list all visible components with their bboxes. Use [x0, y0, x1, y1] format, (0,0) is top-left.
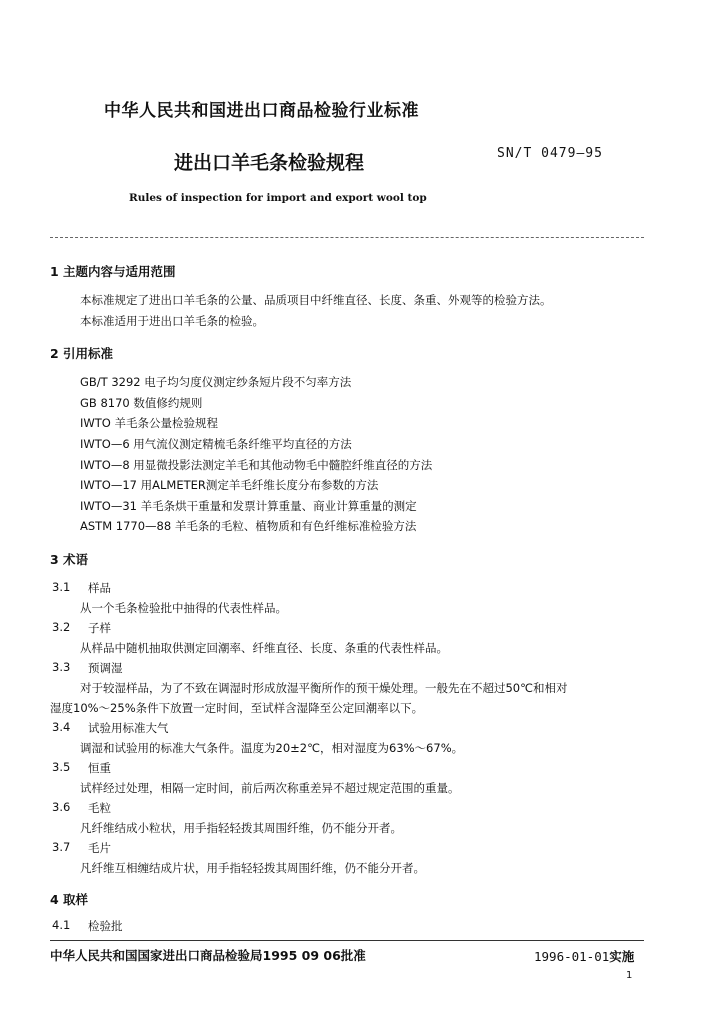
effective-statement — [534, 946, 634, 965]
paragraph: 本标准适用于进出口羊毛条的检验。 — [80, 314, 264, 328]
reference-item: IWTO—8 用显微投影法测定羊毛和其他动物毛中髓腔纤维直径的方法 — [80, 458, 433, 472]
reference-item: IWTO—17 用ALMETER测定羊毛纤维长度分布参数的方法 — [80, 478, 379, 492]
section-heading-3: 3 术语 — [50, 552, 89, 567]
term-title: 毛粒 — [88, 801, 111, 815]
section-heading-2: 2 引用标准 — [50, 346, 114, 361]
approval-statement: 中华人民共和国国家进出口商品检验局1995 09 06批准 — [50, 948, 366, 963]
subsection-number: 4.1 — [52, 918, 71, 932]
term-number: 3.6 — [52, 800, 71, 814]
effective-label: 实施 — [609, 949, 635, 964]
term-definition: 凡纤维互相缠结成片状，用手指轻轻拨其周围纤维，仍不能分开者。 — [80, 861, 425, 875]
document-title: 进出口羊毛条检验规程 — [174, 152, 365, 174]
reference-item: IWTO—6 用气流仪测定精梳毛条纤维平均直径的方法 — [80, 437, 352, 451]
effective-date: 1996-01-01 — [534, 949, 610, 964]
header-rule — [50, 237, 644, 238]
term-number: 3.7 — [52, 840, 71, 854]
term-title: 样品 — [88, 581, 111, 595]
term-title: 恒重 — [88, 761, 111, 775]
reference-item: IWTO 羊毛条公量检验规程 — [80, 416, 218, 430]
english-title: Rules of inspection for import and export wool top — [129, 192, 427, 204]
reference-item: GB 8170 数值修约规则 — [80, 396, 203, 410]
standard-number: SN/T 0479—95 — [497, 146, 603, 161]
term-definition: 调湿和试验用的标准大气条件。温度为20±2℃，相对湿度为63%～67%。 — [80, 741, 464, 755]
footer-rule — [50, 940, 644, 941]
term-number: 3.4 — [52, 720, 71, 734]
term-number: 3.2 — [52, 620, 71, 634]
reference-item: IWTO—31 羊毛条烘干重量和发票计算重量、商业计算重量的测定 — [80, 499, 417, 513]
term-title: 子样 — [88, 621, 111, 635]
term-title: 试验用标准大气 — [88, 721, 169, 735]
term-definition: 从一个毛条检验批中抽得的代表性样品。 — [80, 601, 287, 615]
section-heading-1: 1 主题内容与适用范围 — [50, 264, 176, 279]
term-definition: 对于较湿样品，为了不致在调湿时形成放湿平衡所作的预干燥处理。一般先在不超过50℃和相对 — [80, 681, 568, 695]
term-number: 3.1 — [52, 580, 71, 594]
term-definition: 从样品中随机抽取供测定回潮率、纤维直径、长度、条重的代表性样品。 — [80, 641, 448, 655]
issuing-body: 中华人民共和国进出口商品检验行业标准 — [104, 101, 419, 121]
term-definition: 凡纤维结成小粒状，用手指轻轻拨其周围纤维，仍不能分开者。 — [80, 821, 402, 835]
page-number: 1 — [626, 970, 633, 981]
term-title: 预调湿 — [88, 661, 123, 675]
reference-item: ASTM 1770—88 羊毛条的毛粒、植物质和有色纤维标准检验方法 — [80, 519, 417, 533]
term-number: 3.5 — [52, 760, 71, 774]
subsection-title: 检验批 — [88, 919, 123, 933]
term-number: 3.3 — [52, 660, 71, 674]
term-title: 毛片 — [88, 841, 111, 855]
paragraph: 本标准规定了进出口羊毛条的公量、品质项目中纤维直径、长度、条重、外观等的检验方法。 — [80, 293, 552, 307]
term-definition-continued: 湿度10%～25%条件下放置一定时间，至试样含湿降至公定回潮率以下。 — [50, 701, 424, 715]
section-heading-4: 4 取样 — [50, 892, 89, 907]
term-definition: 试样经过处理，相隔一定时间，前后两次称重差异不超过规定范围的重量。 — [80, 781, 460, 795]
reference-item: GB/T 3292 电子均匀度仪测定纱条短片段不匀率方法 — [80, 375, 352, 389]
